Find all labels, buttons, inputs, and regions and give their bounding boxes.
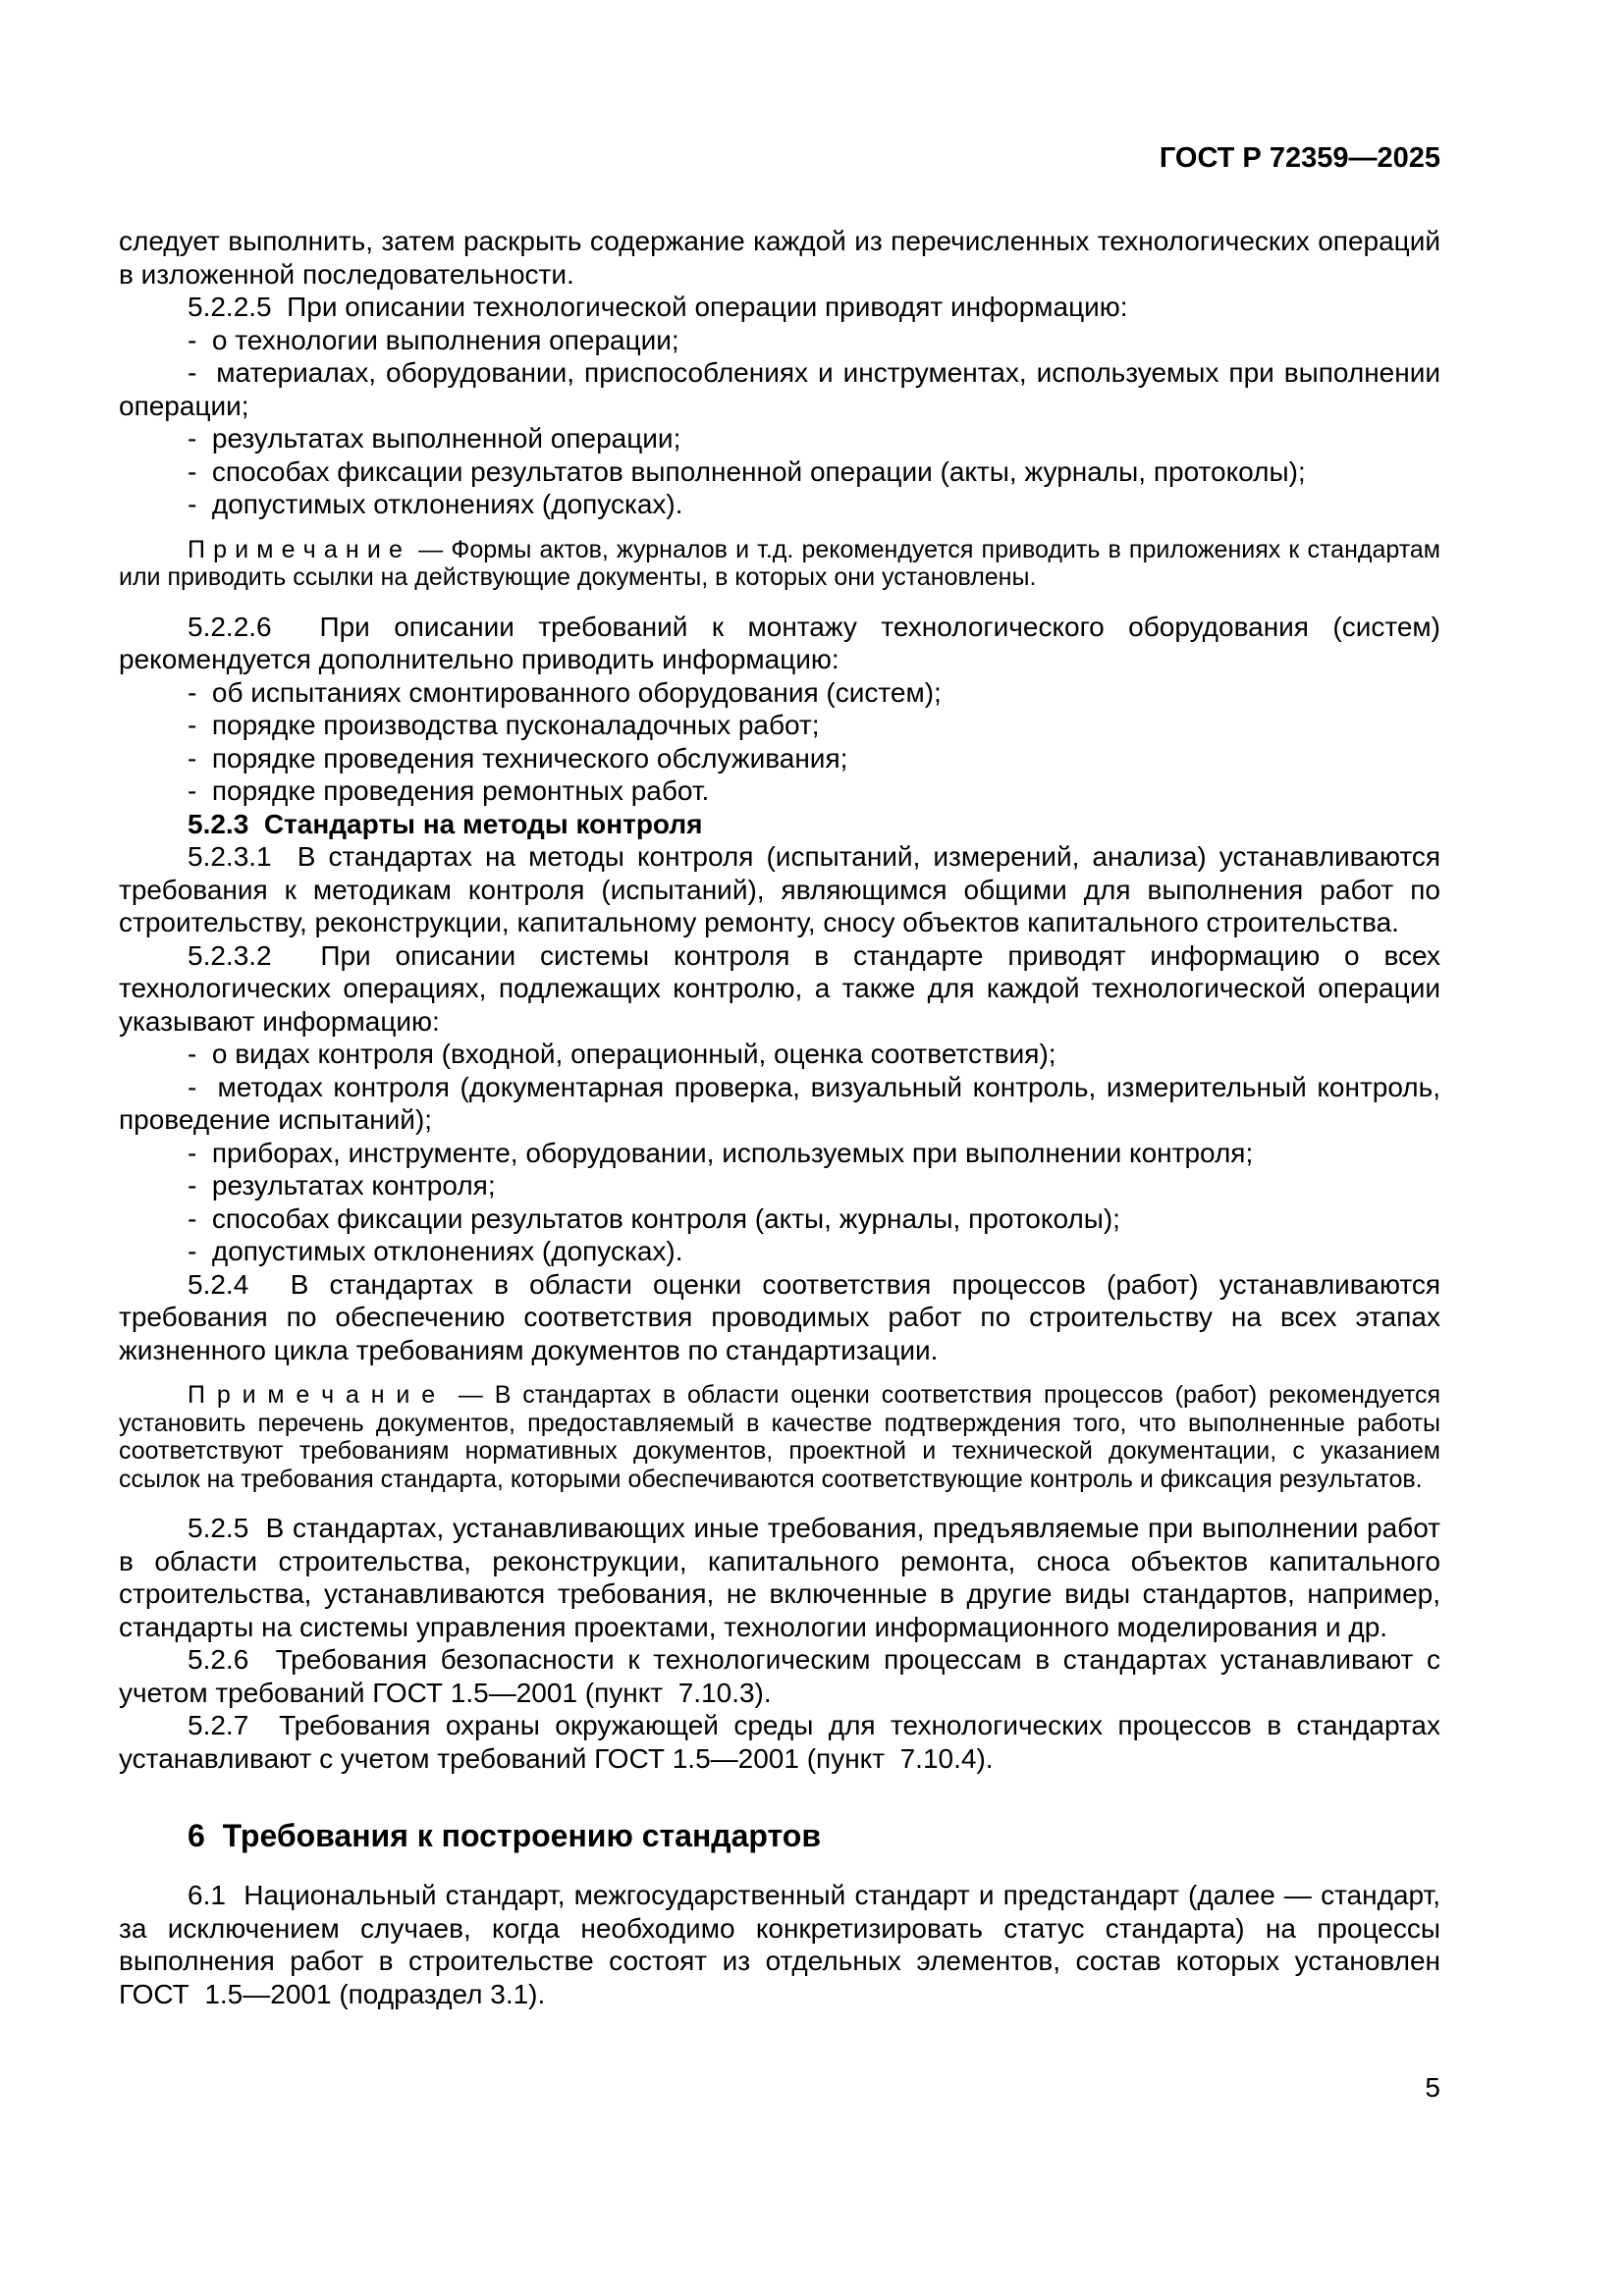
list-item: - порядке проведения ремонтных работ. — [188, 775, 710, 806]
clause-5-2-6: 5.2.6 Требования безопасности к технологическим процессам в стандартах устанавливают с учетом требований ГОСТ 1.5—2001 (пункт 7.10.3). — [119, 1644, 1440, 1708]
list-item: - порядке проведения технического обслуживания; — [188, 742, 848, 774]
page-number: 5 — [1425, 2072, 1440, 2103]
clause-5-2-2-6: 5.2.2.6 При описании требований к монтажу технологического оборудования (систем) рекомендуется дополнительно приводить информацию: — [119, 611, 1440, 674]
list-item: - приборах, инструменте, оборудовании, используемых при выполнении контроля; — [188, 1137, 1254, 1168]
list-item: - материалах, оборудовании, приспособлениях и инструментах, используемых при выполнении операции; — [119, 357, 1440, 421]
section-6-heading: 6 Требования к построению стандартов — [188, 1818, 821, 1853]
list-item: - порядке производства пусконаладочных работ; — [188, 710, 820, 740]
clause-5-2-7: 5.2.7 Требования охраны окружающей среды для технологических процессов в стандартах устанавливают с учетом требований ГОСТ 1.5—2001 (пункт 7.10.4). — [119, 1710, 1440, 1774]
list-item: - допустимых отклонениях (допусках). — [188, 1236, 683, 1266]
list-item: - способах фиксации результатов выполненной операции (акты, журналы, протоколы); — [188, 455, 1306, 487]
list-item: - результатах выполненной операции; — [188, 423, 681, 454]
clause-heading-5-2-3: 5.2.3 Стандарты на методы контроля — [188, 808, 703, 839]
list-item: - о технологии выполнения операции; — [188, 324, 679, 355]
list-item: - об испытаниях смонтированного оборудования (систем); — [188, 676, 942, 708]
note: П р и м е ч а н и е — В стандартах в области оценки соответствия процессов (работ) рекомендуется установить перечень документов, предоставляемый в качестве подтверждения того, что выполненные работы соответствуют требованиям нормативных документов, проектной и технической документации, с указанием ссылок на требования стандарта, которыми обеспечиваются соответствующие контроль и фиксация результатов. — [119, 1381, 1440, 1493]
list-item: - способах фиксации результатов контроля (акты, журналы, протоколы); — [188, 1202, 1120, 1234]
note: П р и м е ч а н и е — Формы актов, журналов и т.д. рекомендуется приводить в приложениях к стандартам или приводить ссылки на действующие документы, в которых они установлены. — [119, 535, 1440, 591]
clause-5-2-5: 5.2.5 В стандартах, устанавливающих иные требования, предъявляемые при выполнении работ в области строительства, реконструкции, капитального ремонта, сноса объектов капитального строительства, устанавливаются требования, не включенные в другие виды стандартов, например, стандарты на системы управления проектами, технологии информационного моделирования и др. — [119, 1513, 1440, 1642]
clause-5-2-2-5: 5.2.2.5 При описании технологической операции приводят информацию: — [188, 292, 1128, 322]
list-item: - результатах контроля; — [188, 1170, 496, 1201]
clause-6-1: 6.1 Национальный стандарт, межгосударственный стандарт и предстандарт (далее — стандарт, за исключением случаев, когда необходимо конкретизировать статус стандарта) на процессы выполнения работ в строительстве состоят из отдельных элементов, состав которых установлен ГОСТ 1.5—2001 (подраздел 3.1). — [119, 1880, 1440, 2009]
list-item: - методах контроля (документарная проверка, визуальный контроль, измерительный контроль, проведение испытаний); — [119, 1071, 1440, 1135]
clause-5-2-4: 5.2.4 В стандартах в области оценки соответствия процессов (работ) устанавливаются требования по обеспечению соответствия проводимых работ по строительству на всех этапах жизненного цикла требованиям документов по стандартизации. — [119, 1268, 1440, 1365]
paragraph-continued: следует выполнить, затем раскрыть содержание каждой из перечисленных технологических операций в изложенной последовательности. — [119, 226, 1440, 290]
doc-number-header: ГОСТ Р 72359—2025 — [1159, 142, 1440, 174]
document-content — [119, 140, 1440, 2105]
list-item: - допустимых отклонениях (допусках). — [188, 489, 683, 519]
clause-5-2-3-1: 5.2.3.1 В стандартах на методы контроля (испытаний, измерений, анализа) устанавливаются требования к методикам контроля (испытаний), являющимся общими для выполнения работ по строительству, реконструкции, капитальному ремонту, сносу объектов капитального строительства. — [119, 841, 1440, 937]
list-item: - о видах контроля (входной, операционный, оценка соответствия); — [188, 1039, 1056, 1069]
clause-5-2-3-2: 5.2.3.2 При описании системы контроля в стандарте приводят информацию о всех технологических операциях, подлежащих контролю, а также для каждой технологической операции указывают информацию: — [119, 939, 1440, 1037]
